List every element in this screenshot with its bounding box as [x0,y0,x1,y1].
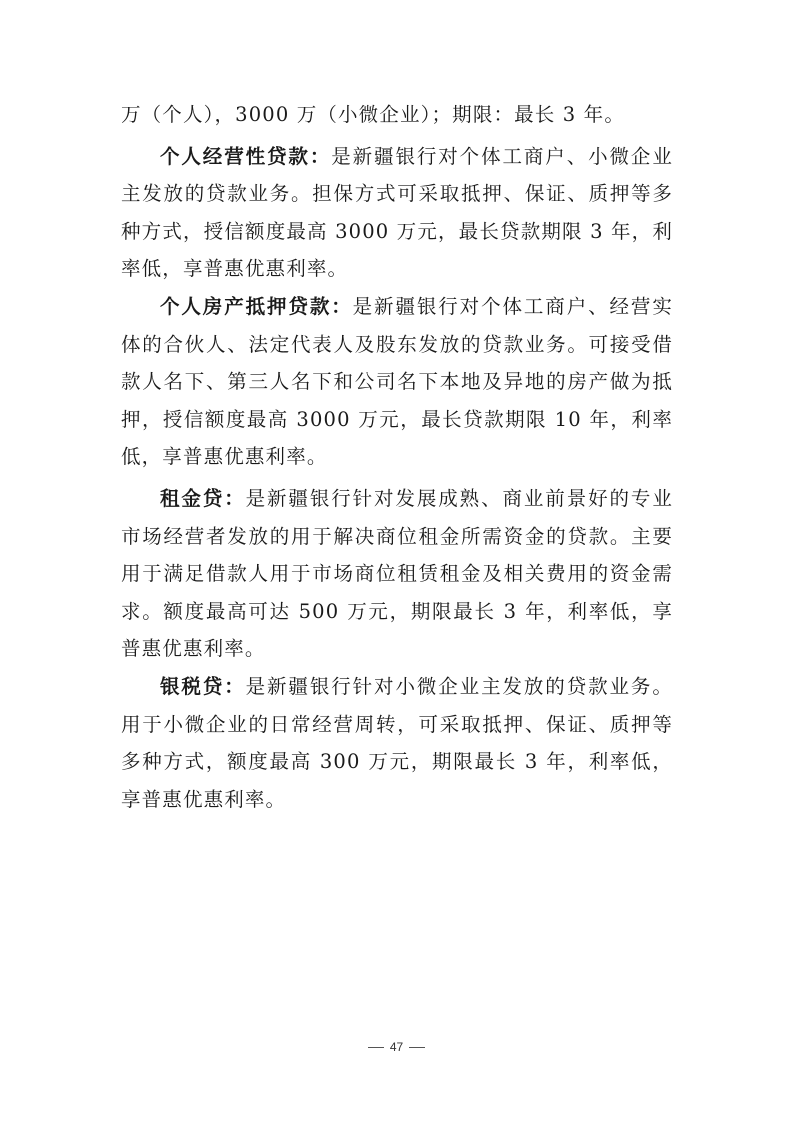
paragraph-bank-tax-loan [121,668,673,818]
paragraph-body: 是新疆银行对个体工商户、经营实体的合伙人、法定代表人及股东发放的贷款业务。可接受借款人名下、第三人名下和公司名下本地及异地的房产做为抵押，授信额度最高 3000 万元，最长贷款期限 10 年，利率低，享普惠优惠利率。 [121,294,673,469]
paragraph-personal-business-loan [121,138,673,288]
page-number: 47 [389,1040,404,1054]
paragraph-term: 个人房产抵押贷款： [160,294,353,318]
paragraph-term: 个人经营性贷款： [160,144,332,168]
paragraph-continuation [121,96,673,134]
paragraph-body: 是新疆银行针对发展成熟、商业前景好的专业市场经营者发放的用于解决商位租金所需资金的贷款。主要用于满足借款人用于市场商位租赁租金及相关费用的资金需求。额度最高可达 500 万元，期限最长 3 年，利率低，享普惠优惠利率。 [121,486,673,661]
paragraph-personal-mortgage-loan [121,288,673,476]
paragraph-term: 租金贷： [160,486,246,510]
footer-dash-right [409,1047,425,1048]
paragraph-body: 是新疆银行针对小微企业主发放的贷款业务。用于小微企业的日常经营周转，可采取抵押、保证、质押等多种方式，额度最高 300 万元，期限最长 3 年，利率低，享普惠优惠利率。 [121,674,673,811]
paragraph-term: 银税贷： [160,674,246,698]
page-body [121,96,673,818]
paragraph-body: 是新疆银行对个体工商户、小微企业主发放的贷款业务。担保方式可采取抵押、保证、质押等多种方式，授信额度最高 3000 万元，最长贷款期限 3 年，利率低，享普惠优惠利率。 [121,144,673,281]
footer-dash-left [368,1047,384,1048]
paragraph-rent-loan [121,480,673,668]
paragraph-body: 万（个人），3000 万（小微企业）；期限：最长 3 年。 [121,103,625,126]
page-footer [0,1040,793,1054]
